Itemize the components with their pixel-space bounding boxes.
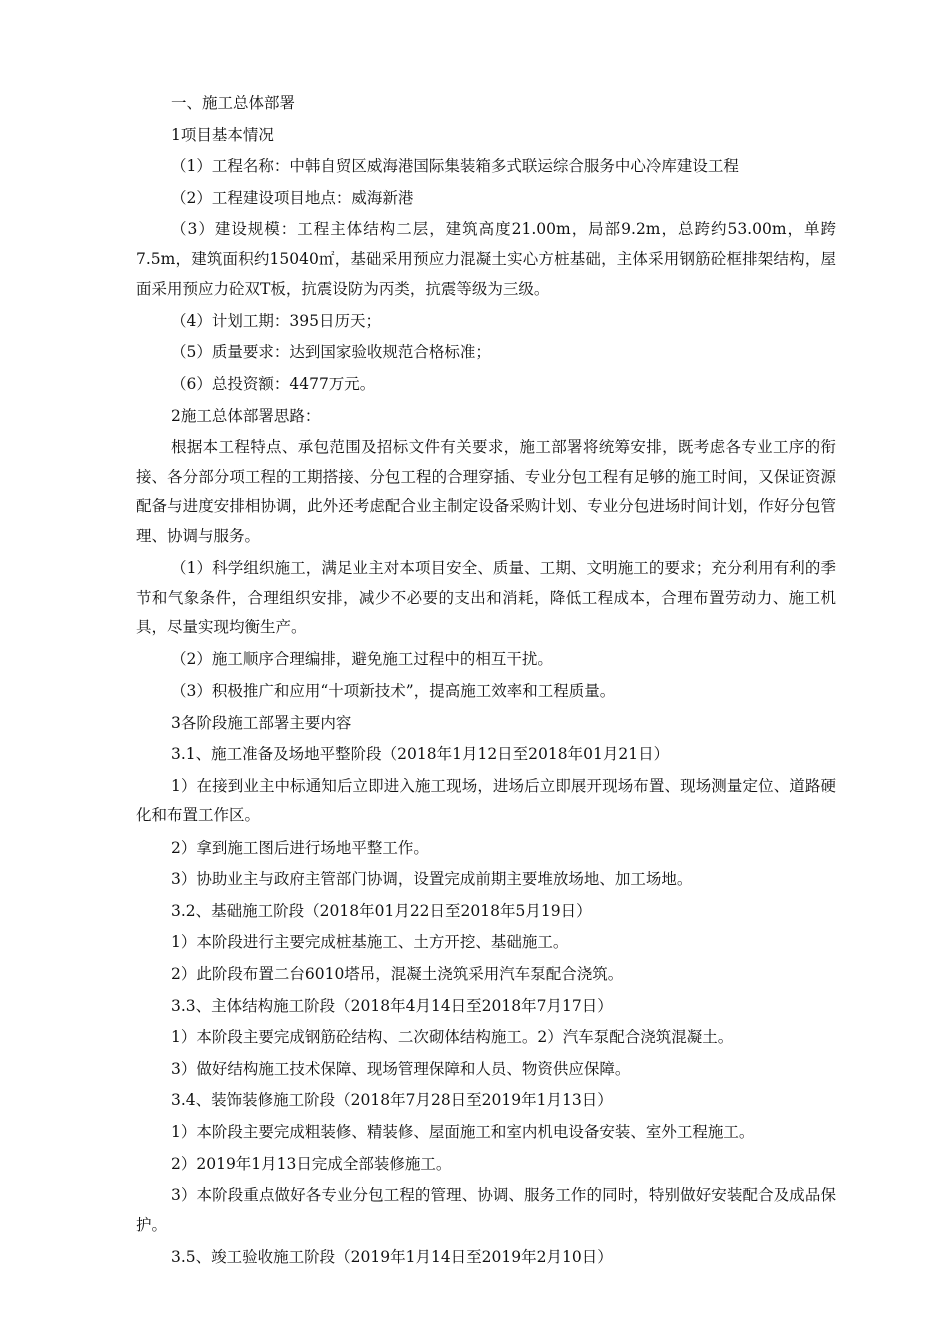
stage-item: 1）在接到业主中标通知后立即进入施工现场，进场后立即展开现场布置、现场测量定位、道路硬化和布置工作区。 xyxy=(136,776,836,825)
stage-item: 1）本阶段主要完成粗装修、精装修、屋面施工和室内机电设备安装、室外工程施工。 xyxy=(171,1122,755,1141)
total-investment: （6）总投资额：4477万元。 xyxy=(171,374,376,393)
project-name: （1）工程名称：中韩自贸区威海港国际集装箱多式联运综合服务中心冷库建设工程 xyxy=(171,157,739,176)
stage-heading: 3.1、施工准备及场地平整阶段（2018年1月12日至2018年01月21日） xyxy=(171,745,670,764)
stage-item: 3）协助业主与政府主管部门协调，设置完成前期主要堆放场地、加工场地。 xyxy=(171,870,693,889)
stage-heading: 3.2、基础施工阶段（2018年01月22日至2018年5月19日） xyxy=(171,901,592,920)
stage-item: 1）本阶段进行主要完成桩基施工、土方开挖、基础施工。 xyxy=(171,933,569,952)
stage-item: 1）本阶段主要完成钢筋砼结构、二次砌体结构施工。2）汽车泵配合浇筑混凝土。 xyxy=(171,1028,734,1047)
section-heading: 一、施工总体部署 xyxy=(171,94,296,112)
stage-item: 3）做好结构施工技术保障、现场管理保障和人员、物资供应保障。 xyxy=(171,1059,631,1078)
deployment-item: （1）科学组织施工，满足业主对本项目安全、质量、工期、文明施工的要求；充分利用有利的季节和气象条件，合理组织安排，减少不必要的支出和消耗，降低工程成本，合理布置劳动力、施工机具，尽量实现均衡生产。 xyxy=(136,559,836,637)
stage-item: 2）2019年1月13日完成全部装修施工。 xyxy=(171,1154,452,1173)
project-scale: （3）建设规模：工程主体结构二层，建筑高度21.00m，局部9.2m，总跨约53.00m，单跨7.5m，建筑面积约15040㎡，基础采用预应力混凝土实心方桩基础，主体采用钢筋砼框排架结构，屋面采用预应力砼双T板，抗震设防为丙类，抗震等级为三级。 xyxy=(136,220,836,298)
deployment-item: （2）施工顺序合理编排，避免施工过程中的相互干扰。 xyxy=(171,650,553,669)
quality-requirement: （5）质量要求：达到国家验收规范合格标准； xyxy=(171,343,491,362)
document-body xyxy=(136,89,836,1275)
subsection-heading: 2施工总体部署思路： xyxy=(171,406,321,425)
subsection-heading: 1项目基本情况 xyxy=(171,125,274,144)
stage-heading: 3.4、装饰装修施工阶段（2018年7月28日至2019年1月13日） xyxy=(171,1091,613,1110)
subsection-heading: 3各阶段施工部署主要内容 xyxy=(171,713,352,732)
deployment-paragraph: 根据本工程特点、承包范围及招标文件有关要求，施工部署将统筹安排，既考虑各专业工序的衔接、各分部分项工程的工期搭接、分包工程的合理穿插、专业分包工程有足够的施工时间，又保证资源配备与进度安排相协调，此外还考虑配合业主制定设备采购计划、专业分包进场时间计划，作好分包管理、协调与服务。 xyxy=(136,438,836,545)
stage-item: 3）本阶段重点做好各专业分包工程的管理、协调、服务工作的同时，特别做好安装配合及成品保护。 xyxy=(136,1186,836,1234)
stage-item: 2）拿到施工图后进行场地平整工作。 xyxy=(171,838,429,857)
stage-heading: 3.5、竣工验收施工阶段（2019年1月14日至2019年2月10日） xyxy=(171,1247,613,1266)
deployment-item: （3）积极推广和应用“十项新技术”，提高施工效率和工程质量。 xyxy=(171,682,616,701)
stage-heading: 3.3、主体结构施工阶段（2018年4月14日至2018年7月17日） xyxy=(171,996,613,1015)
planned-duration: （4）计划工期：395日历天； xyxy=(171,311,381,330)
stage-item: 2）此阶段布置二台6010塔吊，混凝土浇筑采用汽车泵配合浇筑。 xyxy=(171,965,624,983)
project-location: （2）工程建设项目地点：威海新港 xyxy=(171,188,414,207)
